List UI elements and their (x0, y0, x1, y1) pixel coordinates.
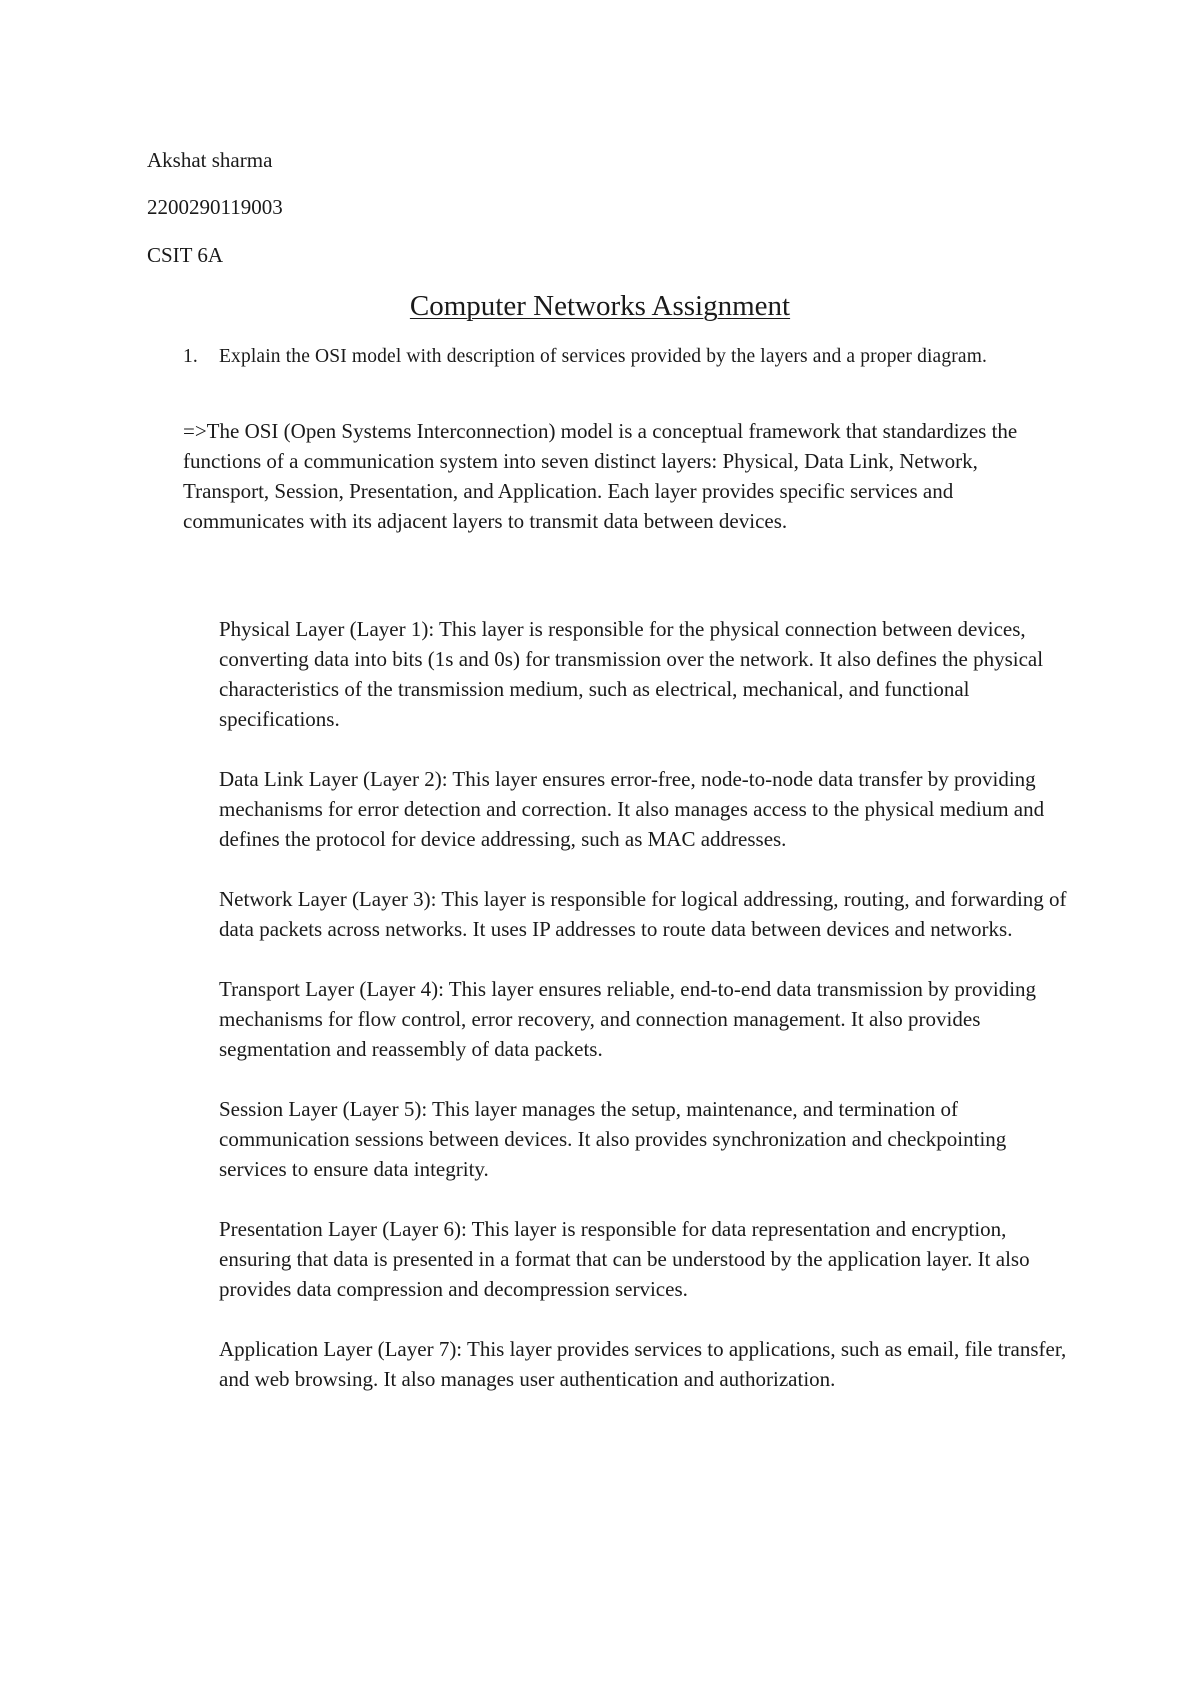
layer-transport: Transport Layer (Layer 4): This layer ensures reliable, end-to-end data transmission by providing mechanisms for flow control, error recovery, and connection management. It also provides segmentation and reassembly of data packets. (219, 977, 1037, 1061)
layer-network: Network Layer (Layer 3): This layer is responsible for logical addressing, routing, and forwarding of data packets across networks. It uses IP addresses to route data between devices and networks. (219, 887, 1067, 941)
layer-physical: Physical Layer (Layer 1): This layer is responsible for the physical connection between devices, converting data into bits (1s and 0s) for transmission over the network. It also defines the physical characteristics of the transmission medium, such as electrical, mechanical, and functional specifications. (219, 617, 1044, 731)
layer-descriptions (219, 614, 1071, 1424)
answer-intro: =>The OSI (Open Systems Interconnection) model is a conceptual framework that standardizes the functions of a communication system into seven distinct layers: Physical, Data Link, Network, Transport, Session, Presentation, and Application. Each layer provides specific services and communicates with its adjacent layers to transmit data between devices. (183, 419, 1018, 533)
student-name: Akshat sharma (147, 148, 273, 172)
layer-data-link: Data Link Layer (Layer 2): This layer ensures error-free, node-to-node data transfer by providing mechanisms for error detection and correction. It also manages access to the physical medium and defines the protocol for device addressing, such as MAC addresses. (219, 767, 1045, 851)
roll-number: 2200290119003 (147, 195, 283, 219)
class-section: CSIT 6A (147, 243, 224, 267)
layer-session: Session Layer (Layer 5): This layer manages the setup, maintenance, and termination of communication sessions between devices. It also provides synchronization and checkpointing services to ensure data integrity. (219, 1097, 1007, 1181)
question-number: 1. (183, 346, 198, 367)
layer-presentation: Presentation Layer (Layer 6): This layer is responsible for data representation and encryption, ensuring that data is presented in a format that can be understood by the application layer. It also provides data compression and decompression services. (219, 1217, 1030, 1301)
layer-application: Application Layer (Layer 7): This layer provides services to applications, such as email, file transfer, and web browsing. It also manages user authentication and authorization. (219, 1337, 1067, 1391)
question-text: Explain the OSI model with description of services provided by the layers and a proper diagram. (219, 346, 988, 367)
document-title: Computer Networks Assignment (409, 290, 791, 322)
question-item (183, 342, 1043, 372)
